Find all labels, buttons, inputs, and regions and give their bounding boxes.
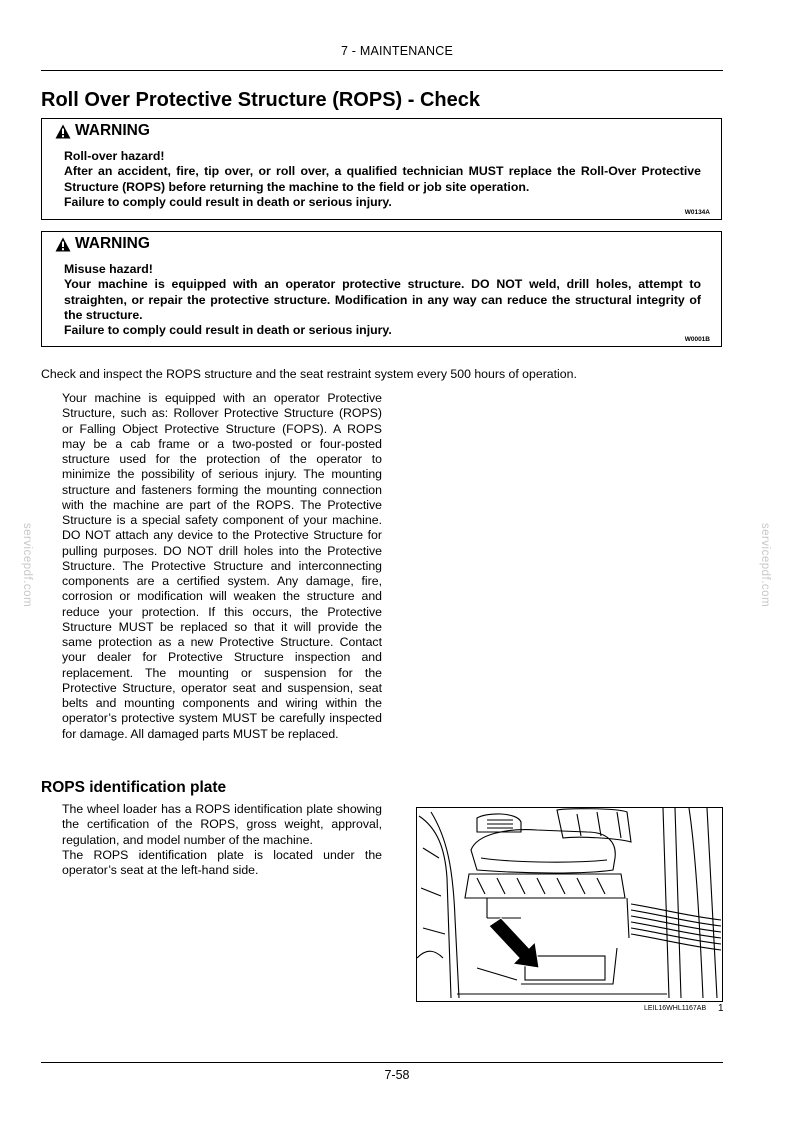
- footer-divider: [41, 1062, 723, 1063]
- warning-hazard: Roll-over hazard!: [64, 149, 165, 163]
- page-title: Roll Over Protective Structure (ROPS) - Check: [41, 89, 481, 111]
- warning-text: [64, 149, 701, 210]
- watermark: servicepdf.com: [21, 522, 33, 608]
- rops-plate-illustration: [416, 807, 723, 1002]
- warning-heading-label: WARNING: [75, 235, 150, 252]
- warning-instruction: After an accident, fire, tip over, or roll over, a qualified technician MUST replace the Roll-Over Protective Structure (ROPS) before returning the machine to the field or job site operation.: [64, 164, 701, 194]
- page-number: 7-58: [384, 1068, 410, 1082]
- warning-code: W0134A: [684, 209, 710, 216]
- header-divider: [41, 70, 723, 71]
- warning-box-rollover: [41, 118, 722, 220]
- seat-illustration: [417, 808, 722, 1001]
- warning-triangle-icon: [55, 237, 71, 252]
- section-heading: ROPS identification plate: [41, 779, 227, 796]
- identification-plate-text: [62, 802, 382, 878]
- warning-box-misuse: [41, 231, 722, 347]
- figure-number: 1: [718, 1003, 724, 1014]
- warning-text: [64, 262, 701, 338]
- plate-location-paragraph: The ROPS identification plate is located under the operator’s seat at the left-hand side.: [62, 847, 382, 877]
- warning-consequence: Failure to comply could result in death or serious injury.: [64, 323, 392, 338]
- warning-heading: [55, 122, 150, 140]
- running-header: 7 - MAINTENANCE: [340, 44, 454, 58]
- warning-instruction: Your machine is equipped with an operator protective structure. DO NOT weld, drill holes, attempt to straighten, or repair the protective structure. Modification in any way can reduce the structural integrity of the structure.: [64, 277, 701, 322]
- warning-code: W0001B: [684, 336, 710, 343]
- warning-heading: [55, 235, 150, 253]
- intro-paragraph: Check and inspect the ROPS structure and the seat restraint system every 500 hours of operation.: [41, 367, 577, 381]
- warning-consequence: Failure to comply could result in death or serious injury.: [64, 194, 392, 209]
- warning-heading-label: WARNING: [75, 122, 150, 139]
- protective-structure-description: [62, 391, 382, 742]
- warning-hazard: Misuse hazard!: [64, 262, 153, 276]
- body-paragraph: Your machine is equipped with an operator Protective Structure, such as: Rollover Protective Structure (ROPS) or Falling Object Protective Structure (FOPS). A ROPS may be a cab frame or a two-posted or four-posted structure used for the protection of the operator to minimize the possibility of serious injury. The mounting structure and fasteners forming the mounting connection with the machine are part of the ROPS. The Protective Structure is a special safety component of your machine. DO NOT attach any device to the Protective Structure for pulling purposes. DO NOT drill holes into the Protective Structure. The Protective Structure and interconnecting components are a certified system. Any damage, fire, corrosion or modification will weaken the structure and reduce your protection. If this occurs, the Protective Structure MUST be replaced so that it will provide the same protection as a new Protective Structure. Contact your dealer for Protective Structure inspection and replacement. The mounting or suspension for the Protective Structure, operator seat and suspension, seat belts and mounting components and wiring within the operator’s protective system MUST be carefully inspected for damage. All damaged parts MUST be replaced.: [62, 391, 382, 741]
- warning-triangle-icon: [55, 124, 71, 139]
- watermark: servicepdf.com: [759, 522, 771, 608]
- plate-paragraph: The wheel loader has a ROPS identification plate showing the certification of the ROPS, gross weight, approval, regulation, and model number of the machine.: [62, 802, 382, 847]
- figure-code: LEIL16WHL1167AB: [644, 1005, 707, 1012]
